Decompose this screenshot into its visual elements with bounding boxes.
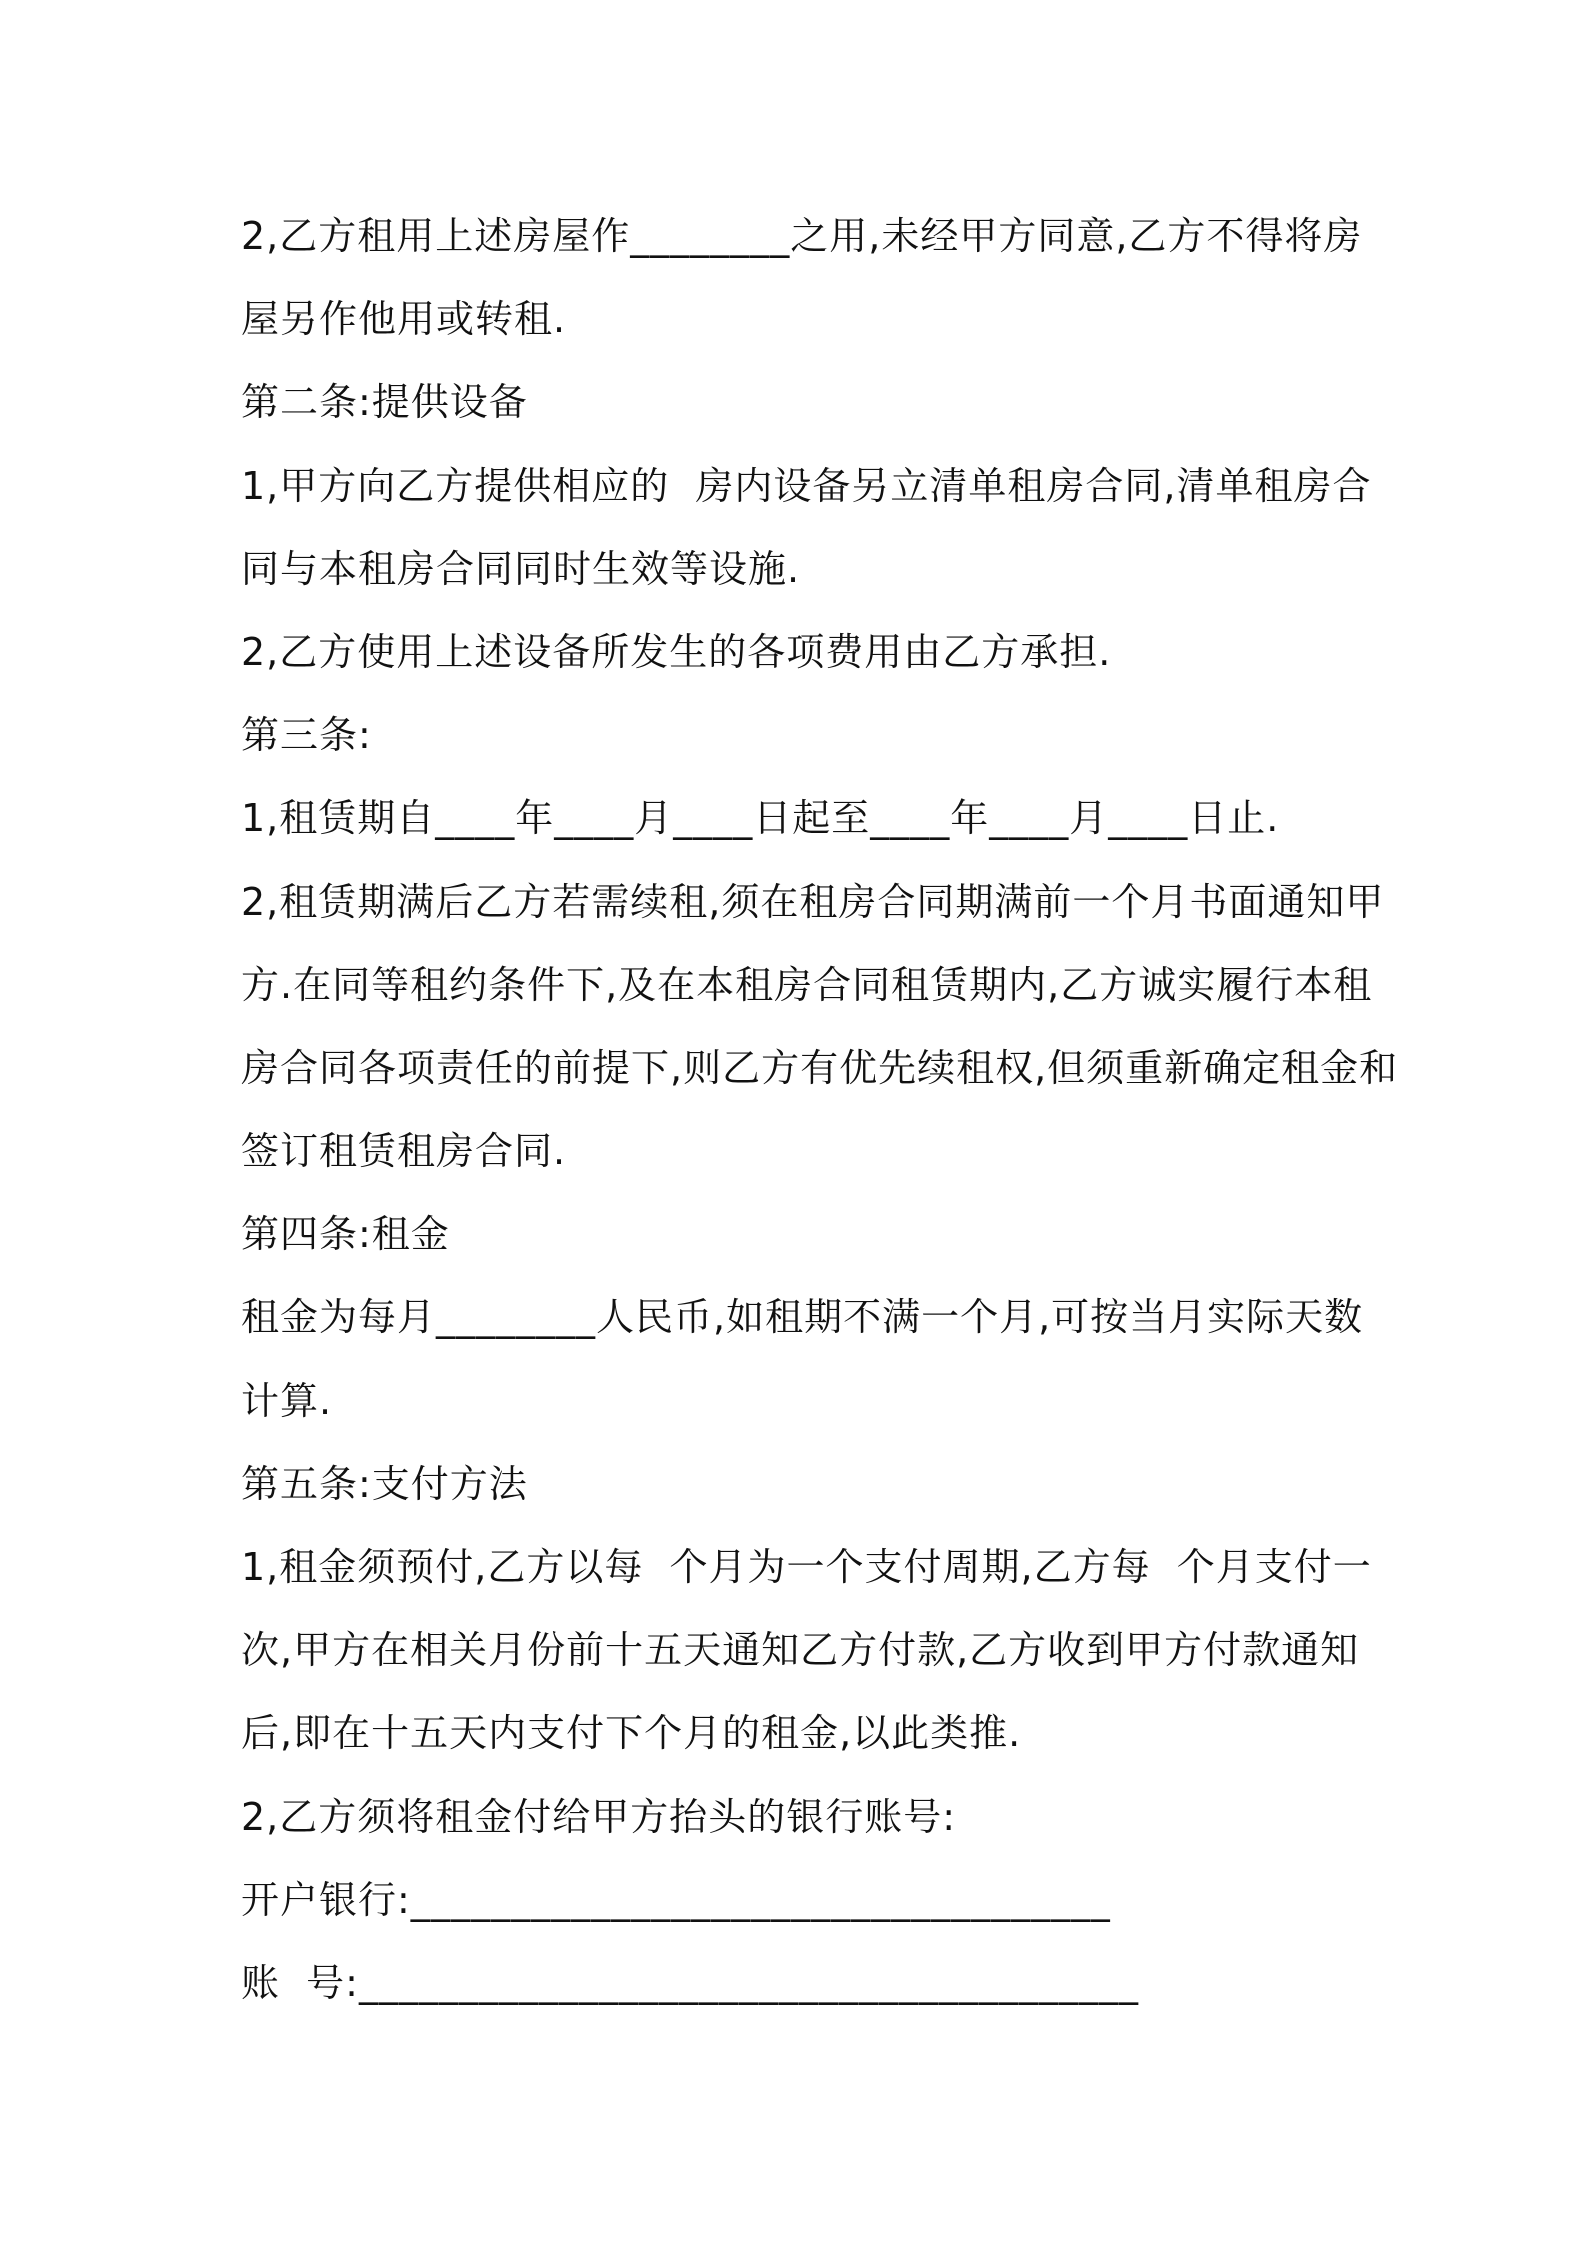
text-line-17: 1,租金须预付,乙方以每 个月为一个支付周期,乙方每 个月支付一: [241, 1545, 1372, 1589]
text-line-5: 同与本租房合同同时生效等设施.: [241, 546, 801, 591]
text-line-1: 2,乙方租用上述房屋作________之用,未经甲方同意,乙方不得将房: [241, 214, 1363, 258]
text-line-19: 后,即在十五天内支付下个月的租金,以此类推.: [241, 1711, 1022, 1756]
contract-text: [241, 195, 1399, 2025]
text-line-20: 2,乙方须将租金付给甲方抬头的银行账号:: [241, 1794, 957, 1839]
article-2-heading: 第二条:提供设备: [241, 380, 528, 425]
lease-term-line: 1,租赁期自____年____月____日起至____年____月____日止.: [241, 796, 1280, 841]
text-line-2: 屋另作他用或转租.: [241, 297, 567, 342]
article-3-heading: 第三条:: [241, 713, 372, 758]
text-line-9: 2,租赁期满后乙方若需续租,须在租房合同期满前一个月书面通知甲: [241, 879, 1385, 924]
account-number-field: 账 号:_______________________________________: [241, 1960, 1139, 2005]
text-line-12: 签订租赁租房合同.: [241, 1129, 567, 1174]
bank-name-field: 开户银行:___________________________________: [241, 1877, 1111, 1922]
rent-amount-line: 租金为每月________人民币,如租期不满一个月,可按当月实际天数: [241, 1295, 1364, 1340]
text-line-18: 次,甲方在相关月份前十五天通知乙方付款,乙方收到甲方付款通知: [241, 1628, 1360, 1673]
article-4-heading: 第四条:租金: [241, 1212, 450, 1257]
article-5-heading: 第五条:支付方法: [241, 1461, 528, 1506]
text-line-10: 方.在同等租约条件下,及在本租房合同租赁期内,乙方诚实履行本租: [241, 962, 1373, 1007]
text-line-11: 房合同各项责任的前提下,则乙方有优先续租权,但须重新确定租金和: [241, 1045, 1399, 1090]
text-line-15: 计算.: [241, 1378, 333, 1423]
text-line-6: 2,乙方使用上述设备所发生的各项费用由乙方承担.: [241, 629, 1112, 674]
text-line-4: 1,甲方向乙方提供相应的 房内设备另立清单租房合同,清单租房合: [241, 463, 1372, 508]
